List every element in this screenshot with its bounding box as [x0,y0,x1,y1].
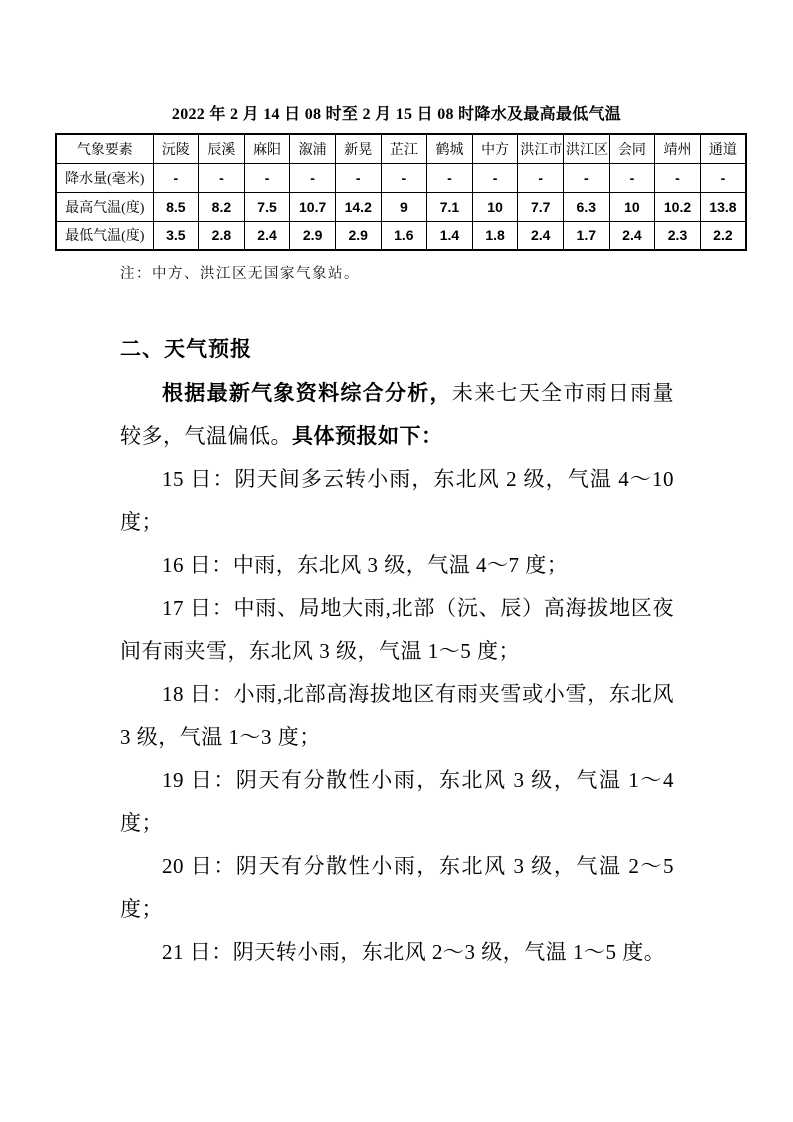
value-cell: - [700,163,746,192]
weather-table [55,133,747,251]
value-cell: 2.4 [609,221,655,250]
table-row [56,192,746,221]
table-header-cell: 洪江市 [518,134,564,163]
value-cell: - [381,163,427,192]
table-header-row [56,134,746,163]
forecast-intro-regular: 未来七天全市雨日雨量较多，气温偏低。 [120,381,675,448]
value-cell: 2.3 [655,221,701,250]
table-header-cell: 辰溪 [199,134,245,163]
forecast-item: 18 日：小雨,北部高海拔地区有雨夹雪或小雪，东北风 3 级，气温 1～3 度； [120,682,674,749]
value-cell: 1.7 [563,221,609,250]
forecast-item: 21 日：阴天转小雨，东北风 2～3 级，气温 1～5 度。 [162,940,666,964]
value-cell: 10 [609,192,655,221]
value-cell: - [199,163,245,192]
value-cell: 2.2 [700,221,746,250]
forecast-item: 20 日：阴天有分散性小雨，东北风 3 级，气温 2～5 度； [120,854,674,921]
value-cell: 13.8 [700,192,746,221]
value-cell: 8.5 [153,192,199,221]
value-cell: - [427,163,473,192]
value-cell: 7.5 [244,192,290,221]
forecast-intro-bold-lead: 根据最新气象资料综合分析， [162,382,452,405]
value-cell: - [472,163,518,192]
value-cell: 10 [472,192,518,221]
section-heading: 二、天气预报 [120,338,252,361]
table-header-cell: 会同 [609,134,655,163]
forecast-items [120,458,674,974]
table-corner-cell: 气象要素 [56,134,153,163]
value-cell: 10.2 [655,192,701,221]
value-cell: 3.5 [153,221,199,250]
table-header-cell: 通道 [700,134,746,163]
value-cell: 2.9 [335,221,381,250]
table-header-cell: 中方 [472,134,518,163]
value-cell: 9 [381,192,427,221]
table-note: 注：中方、洪江区无国家气象站。 [120,266,360,282]
forecast-item: 16 日：中雨，东北风 3 级，气温 4～7 度； [162,553,569,577]
table-row [56,163,746,192]
value-cell: 6.3 [563,192,609,221]
value-cell: 10.7 [290,192,336,221]
table-header-cell: 洪江区 [563,134,609,163]
table-header-cell: 溆浦 [290,134,336,163]
table-title: 2022 年 2 月 14 日 08 时至 2 月 15 日 08 时降水及最高最低气温 [171,106,622,123]
value-cell: 7.1 [427,192,473,221]
value-cell: 1.6 [381,221,427,250]
row-label-cell: 最高气温(度) [56,192,153,221]
value-cell: 1.4 [427,221,473,250]
table-header-cell: 靖州 [655,134,701,163]
table-header-cell: 麻阳 [244,134,290,163]
value-cell: 8.2 [199,192,245,221]
table-header-cell: 沅陵 [153,134,199,163]
forecast-section [120,333,674,974]
row-label-cell: 降水量(毫米) [56,163,153,192]
value-cell: - [563,163,609,192]
forecast-item: 17 日：中雨、局地大雨,北部（沅、辰）高海拔地区夜间有雨夹雪，东北风 3 级，气温 1～5 度； [120,596,674,663]
value-cell: 2.4 [518,221,564,250]
value-cell: 2.8 [199,221,245,250]
forecast-item: 15 日：阴天间多云转小雨，东北风 2 级，气温 4～10 度； [120,467,674,534]
table-header-cell: 鹤城 [427,134,473,163]
value-cell: - [609,163,655,192]
value-cell: - [290,163,336,192]
table-row [56,221,746,250]
forecast-intro [120,372,674,458]
value-cell: 2.4 [244,221,290,250]
value-cell: - [655,163,701,192]
table-header-cell: 新晃 [335,134,381,163]
value-cell: 7.7 [518,192,564,221]
value-cell: 2.9 [290,221,336,250]
value-cell: 14.2 [335,192,381,221]
value-cell: - [335,163,381,192]
forecast-item: 19 日：阴天有分散性小雨，东北风 3 级，气温 1～4 度； [120,768,674,835]
table-header-cell: 芷江 [381,134,427,163]
value-cell: 1.8 [472,221,518,250]
value-cell: - [244,163,290,192]
value-cell: - [153,163,199,192]
row-label-cell: 最低气温(度) [56,221,153,250]
value-cell: - [518,163,564,192]
forecast-intro-bold-tail: 具体预报如下： [292,425,443,448]
